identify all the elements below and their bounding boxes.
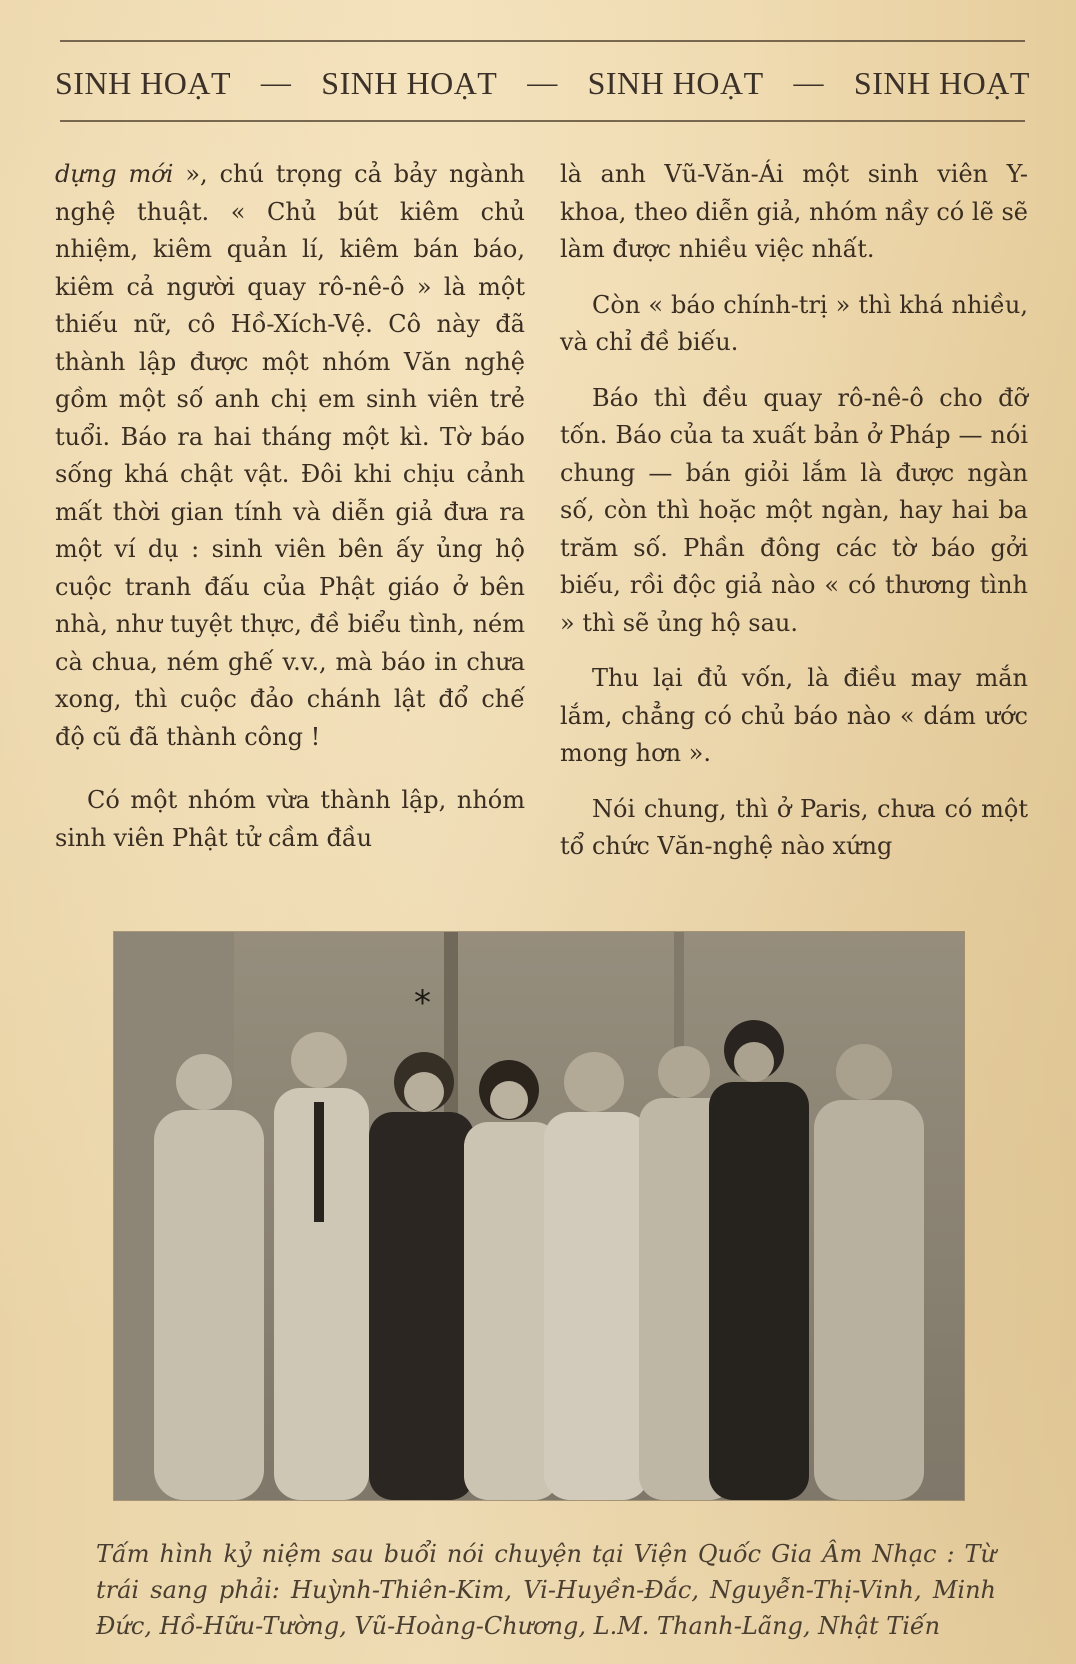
- header-item-1: SINH HOẠT: [55, 64, 232, 101]
- header-top-rule: [60, 40, 1025, 42]
- left-paragraph-2: Có một nhóm vừa thành lập, nhóm sinh viên Phật tử cầm đầu: [55, 786, 525, 852]
- right-paragraph-1: là anh Vũ-Văn-Ái một sinh viên Y-khoa, theo diễn giả, nhóm nầy có lẽ sẽ làm được nhiều việc nhất.: [560, 160, 1028, 263]
- header-bottom-rule: [60, 120, 1025, 122]
- group-photo: [114, 932, 964, 1500]
- left-paragraph-1: [55, 156, 525, 756]
- left-paragraph-1-italic: dựng mới: [55, 160, 174, 188]
- right-paragraph-2: Còn « báo chính-trị » thì khá nhiều, và chỉ đề biếu.: [560, 290, 1028, 356]
- header-item-4: SINH HOẠT: [853, 64, 1030, 101]
- left-paragraph-1-text: », chú trọng cả bảy ngành nghệ thuật. « Chủ bút kiêm chủ nhiệm, kiêm quản lí, kiêm bán báo, kiêm cả người quay rô-nê-ô » là một thiếu nữ, cô Hồ-Xích-Vệ. Cô này đã thành lập được một nhóm Văn nghệ gồm một số anh chị em sinh viên trẻ tuổi. Báo ra hai tháng một kì. Tờ báo sống khá chật vật. Đôi khi chịu cảnh mất thời gian tính và diễn giả đưa ra một ví dụ : sinh viên bên ấy ủng hộ cuộc tranh đấu của Phật giáo ở bên nhà, như tuyệt thực, đề biểu tình, ném cà chua, ném ghế v.v., mà báo in chưa xong, thì cuộc đảo chánh lật đổ chế độ cũ đã thành công !: [55, 160, 525, 751]
- right-column: [560, 156, 1028, 866]
- right-paragraph-4: Thu lại đủ vốn, là điều may mắn lắm, chẳng có chủ báo nào « dám ước mong hơn ».: [560, 664, 1028, 767]
- left-column: [55, 156, 525, 857]
- header-separator-1: —: [260, 66, 292, 99]
- right-paragraph-3: Báo thì đều quay rô-nê-ô cho đỡ tốn. Báo của ta xuất bản ở Pháp — nói chung — bán giỏi lắm là được ngàn số, còn thì hoặc một ngàn, hay hai ba trăm số. Phần đông các tờ báo gởi biếu, rồi độc giả nào « có thương tình » thì sẽ ủng hộ sau.: [560, 383, 1028, 637]
- section-header: [55, 60, 1030, 106]
- header-separator-2: —: [527, 66, 558, 99]
- header-item-2: SINH HOẠT: [321, 64, 498, 101]
- right-paragraph-5: Nói chung, thì ở Paris, chưa có một tổ chức Văn-nghệ nào xứng: [560, 794, 1028, 860]
- photo-asterisk-mark: *: [414, 983, 431, 1023]
- group-photo-illustration: [114, 932, 964, 1500]
- header-separator-3: —: [793, 66, 825, 99]
- photo-caption: Tấm hình kỷ niệm sau buổi nói chuyện tại Viện Quốc Gia Âm Nhạc : Từ trái sang phải: Huỳnh-Thiên-Kim, Vi-Huyền-Đắc, Nguyễn-Thị-Vinh, Minh Đức, Hồ-Hữu-Tường, Vũ-Hoàng-Chương, L.M. Thanh-Lãng, Nhật Tiến: [96, 1540, 996, 1640]
- header-item-3: SINH HOẠT: [587, 64, 764, 101]
